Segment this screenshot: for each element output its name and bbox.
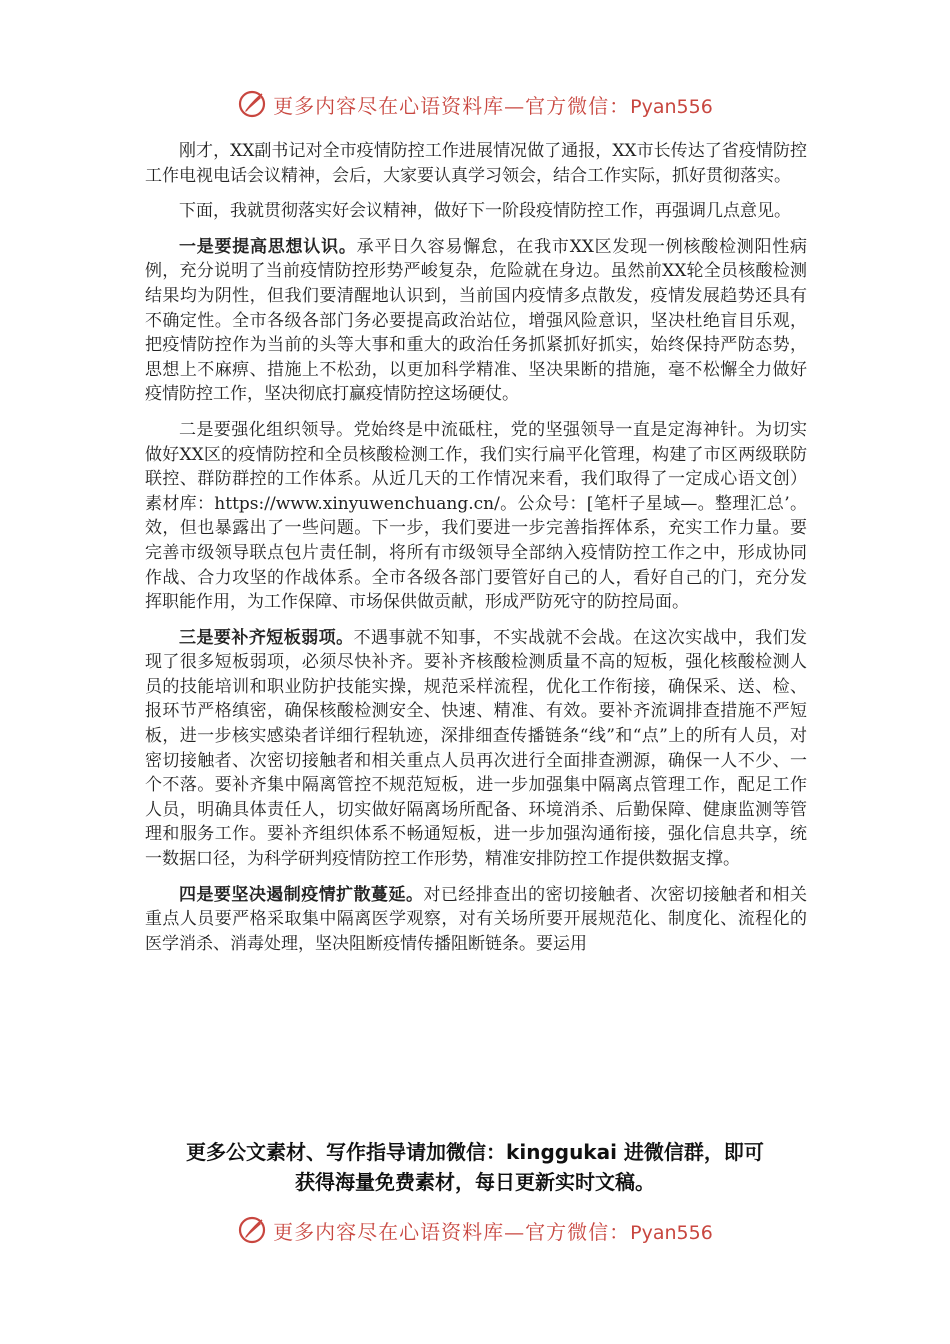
paragraph: 三是要补齐短板弱项。不遇事就不知事，不实战就不会战。在这次实战中，我们发现了很多短板弱项，必须尽快补齐。要补齐核酸检测质量不高的短板，强化核酸检测人员的技能培训和职业防护技能实操，规范采样流程，优化工作衔接，确保采、送、检、报环节严格缜密，确保核酸检测安全、快速、精准、有效。要补齐流调排查措施不严短板，进一步核实感染者详细行程轨迹，深排细查传播链条“线”和“点”上的所有人员，对密切接触者、次密切接触者和相关重点人员再次进行全面排查溯源，确保一人不少、一个不落。要补齐集中隔离管控不规范短板，进一步加强集中隔离点管理工作，配足工作人员，明确具体责任人，切实做好隔离场所配备、环境消杀、后勤保障、健康监测等管理和服务工作。要补齐组织体系不畅通短板，进一步加强沟通衔接，强化信息共享，统一数据口径，为科学研判疫情防控工作形势，精准安排防控工作提供数据支撑。: [145, 627, 808, 870]
paragraph: 下面，我就贯彻落实好会议精神，做好下一阶段疫情防控工作，再强调几点意见。: [179, 201, 791, 222]
watermark-footer: [0, 1210, 950, 1250]
promo-banner: [130, 1137, 820, 1197]
paragraph: 一是要提高思想认识。承平日久容易懈怠，在我市XX区发现一例核酸检测阳性病例，充分说明了当前疫情防控形势严峻复杂，危险就在身边。虽然前XX轮全员核酸检测结果均为阴性，但我们要清醒地认识到，当前国内疫情多点散发，疫情发展趋势还具有不确定性。全市各级各部门务必要提高政治站位，增强风险意识，坚决杜绝盲目乐观，把疫情防控作为当前的头等大事和重大的政治任务抓紧抓好抓实，始终保持严防态势，思想上不麻痹、措施上不松劲，以更加科学精准、坚决果断的措施，毫不松懈全力做好疫情防控工作，坚决彻底打赢疫情防控这场硬仗。: [145, 236, 807, 405]
paragraph: 四是要坚决遏制疫情扩散蔓延。对已经排查出的密切接触者、次密切接触者和相关重点人员要严格采取集中隔离医学观察，对有关场所要开展规范化、制度化、流程化的医学消杀、消毒处理，坚决阻断疫情传播阻断链条。要运用: [145, 884, 808, 954]
paragraph: 刚才，XX副书记对全市疫情防控工作进展情况做了通报，XX市长传达了省疫情防控工作电视电话会议精神，会后，大家要认真学习领会，结合工作实际，抓好贯彻落实。: [145, 141, 807, 186]
paragraph-heading: 四是要坚决遏制疫情扩散蔓延。: [179, 884, 424, 905]
paragraph-heading: 一是要提高思想认识。: [179, 236, 357, 257]
document-body: [145, 139, 807, 967]
paragraph: 二是要强化组织领导。党始终是中流砥柱，党的坚强领导一直是定海神针。为切实做好XX区的疫情防控和全员核酸检测工作，我们实行扁平化管理，构建了市区两级联防联控、群防群控的工作体系。从近几天的工作情况来看，我们取得了一定成心语文创）素材库：https://www.xinyuwenchuang.cn/。公众号：[笔杆子星域—。整理汇总’。效，但也暴露出了一些问题。下一步，我们要进一步完善指挥体系，充实工作力量。要完善市级领导联点包片责任制，将所有市级领导全部纳入疫情防控工作之中，形成协同作战、合力攻坚的作战体系。全市各级各部门要管好自己的人，看好自己的门，充分发挥职能作用，为工作保障、市场保供做贡献，形成严防死守的防控局面。: [145, 419, 807, 613]
promo-line: 获得海量免费素材，每日更新实时文稿。: [295, 1170, 655, 1194]
watermark-text: 更多内容尽在心语资料库—官方微信：Pyan556: [273, 1219, 713, 1244]
quill-logo-icon: [237, 1215, 267, 1245]
promo-line: 更多公文素材、写作指导请加微信：kinggukai 进微信群，即可: [186, 1140, 764, 1164]
watermark-text: 更多内容尽在心语资料库—官方微信：Pyan556: [273, 93, 713, 118]
quill-logo-icon: [237, 89, 267, 119]
watermark-header: [0, 84, 950, 124]
paragraph-heading: 三是要补齐短板弱项。: [179, 627, 354, 648]
